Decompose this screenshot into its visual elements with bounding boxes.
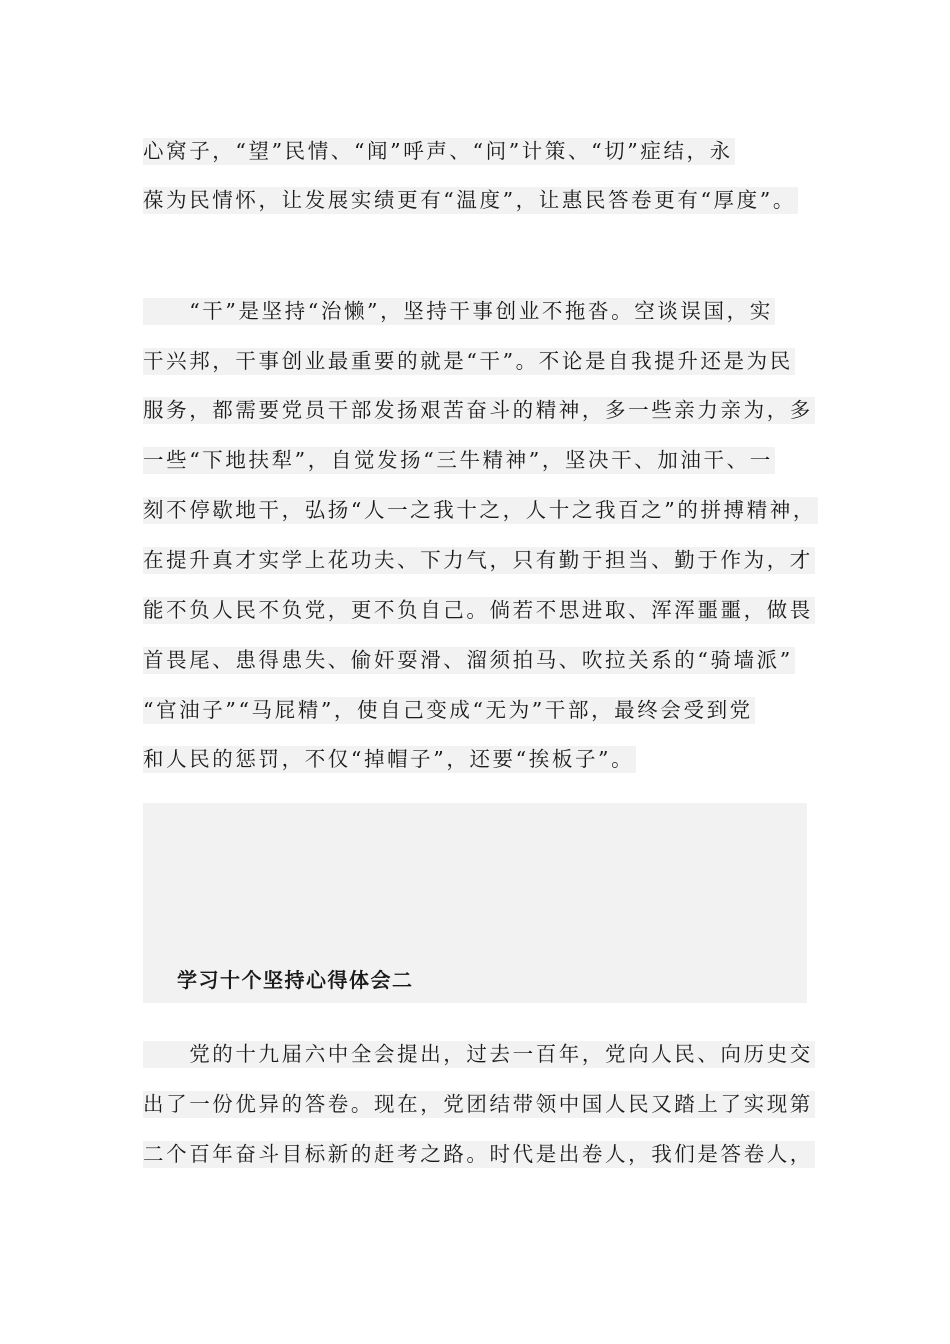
text-line: 心窝子，“望”民情、“闻”呼声、“问”计策、“切”症结，永: [143, 139, 733, 163]
text-line: 干兴邦，干事创业最重要的就是“干”。不论是自我提升还是为民: [143, 349, 793, 373]
text-line: 和人民的惩罚，不仅“掉帽子”，还要“挨板子”。: [143, 747, 635, 771]
text-line: 党的十九届六中全会提出，过去一百年，党向人民、向历史交: [143, 1042, 813, 1066]
text-line: 一些“下地扶犁”，自觉发扬“三牛精神”，坚决干、加油干、一: [143, 448, 773, 472]
text-line: 葆为民情怀，让发展实绩更有“温度”，让惠民答卷更有“厚度”。: [143, 188, 796, 212]
text-line: 二个百年奋斗目标新的赶考之路。时代是出卷人，我们是答卷人，: [143, 1142, 813, 1166]
text-line: “干”是坚持“治懒”，坚持干事创业不拖沓。空谈误国，实: [143, 299, 773, 323]
text-line: 在提升真才实学上花功夫、下力气，只有勤于担当、勤于作为，才: [143, 548, 813, 572]
text-line: “官油子”“马屁精”，使自己变成“无为”干部，最终会受到党: [143, 698, 753, 722]
section-heading: 学习十个坚持心得体会二: [177, 968, 414, 992]
text-line: 出了一份优异的答卷。现在，党团结带领中国人民又踏上了实现第: [143, 1092, 813, 1116]
text-line: 服务，都需要党员干部发扬艰苦奋斗的精神，多一些亲力亲为，多: [143, 398, 813, 422]
text-line: 刻不停歇地干，弘扬“人一之我十之，人十之我百之”的拼搏精神，: [143, 498, 816, 522]
text-line: 首畏尾、患得患失、偷奸耍滑、溜须拍马、吹拉关系的“骑墙派”: [143, 648, 793, 672]
text-line: 能不负人民不负党，更不负自己。倘若不思进取、浑浑噩噩，做畏: [143, 598, 813, 622]
